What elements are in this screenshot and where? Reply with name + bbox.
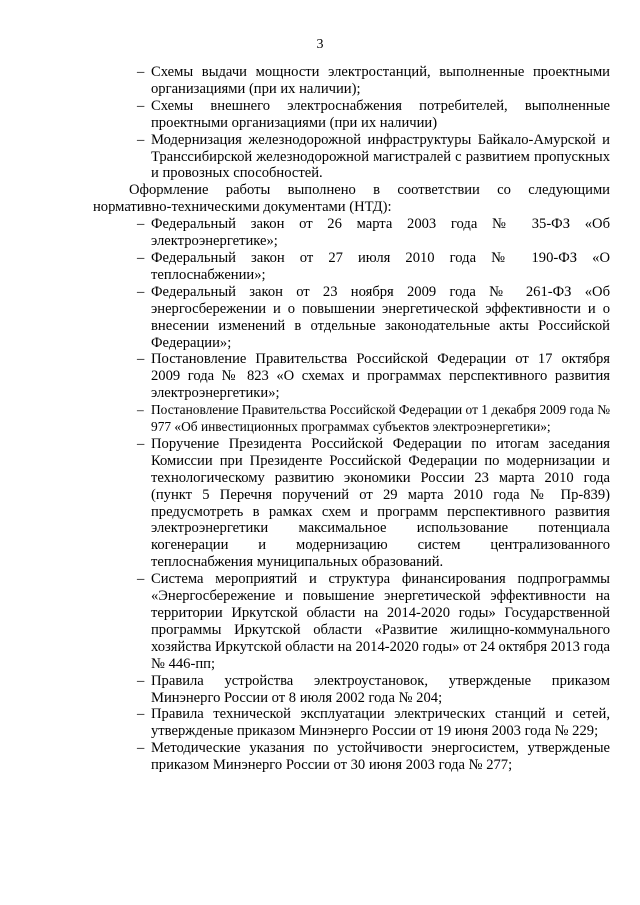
list-item [93,216,610,250]
bullet-dash: – [137,283,145,300]
list-item [93,740,610,774]
bullet-dash: – [137,706,145,723]
source-list [93,64,610,182]
bullet-dash: – [137,672,145,689]
list-item-text: Поручение Президента Российской Федерации по итогам заседания Комиссии при Президенте Российской Федерации по модернизации и технологическому развитию экономики России 23 марта 2010 года (пункт 5 Перечня поручений от 29 марта 2010 года № Пр-839) предусмотреть в рамках схем и программ перспективного развития электроэнергетики максимальное использование потенциала когенерации и модернизацию систем централизованного теплоснабжения муниципальных образований. [151,435,610,571]
intro-paragraph: Оформление работы выполнено в соответствии со следующими нормативно-техническими документами (НТД): [93,182,610,216]
bullet-dash: – [137,740,145,757]
bullet-dash: – [137,351,145,368]
list-item-text: Постановление Правительства Российской Федерации от 17 октября 2009 года № 823 «О схемах и программах перспективного развития электроэнергетики»; [151,351,610,402]
list-item [93,284,610,352]
list-item-text: Постановление Правительства Российской Федерации от 1 декабря 2009 года № 977 «Об инвестиционных программах субъектов электроэнергетики»; [151,402,610,435]
list-item [93,706,610,740]
bullet-dash: – [137,131,145,148]
list-item-text: Модернизация железнодорожной инфраструктуры Байкало-Амурской и Транссибирской железнодорожной магистралей с развитием пропускных и провозных способностей. [151,131,610,182]
list-item [93,673,610,707]
bullet-dash: – [137,97,145,114]
list-item-text: Система мероприятий и структура финансирования подпрограммы «Энергосбережение и повышение энергетической эффективности на территории Иркутской области на 2014-2020 годы» Государственной программы Иркутской области «Развитие жилищно-коммунального хозяйства Иркутской области на 2014-2020 годы» от 24 октября 2013 года № 446-пп; [151,571,610,672]
list-item [93,351,610,402]
list-item-text: Схемы внешнего электроснабжения потребителей, выполненные проектными организациями (при их наличии) [151,97,610,131]
bullet-dash: – [137,571,145,588]
bullet-dash: – [137,216,145,233]
list-item-text: Правила устройства электроустановок, утвержденые приказом Минэнерго России от 8 июля 2002 года № 204; [151,672,610,706]
list-item-text: Федеральный закон от 23 ноября 2009 года № 261-ФЗ «Об энергосбережении и о повышении энергетической эффективности и о внесении изменений в отдельные законодательные акты Российской Федерации»; [151,283,610,351]
list-item [93,132,610,183]
list-item-text: Схемы выдачи мощности электростанций, выполненные проектными организациями (при их наличии); [151,64,610,97]
list-item-text: Правила технической эксплуатации электрических станций и сетей, утвержденые приказом Минэнерго России от 19 июня 2003 года № 229; [151,706,610,740]
list-item [93,571,610,672]
ntd-list [93,216,610,774]
list-item-text: Федеральный закон от 26 марта 2003 года № 35-ФЗ «Об электроэнергетике»; [151,216,610,250]
bullet-dash: – [137,64,145,80]
list-item-text: Федеральный закон от 27 июля 2010 года № 190-ФЗ «О теплоснабжении»; [151,249,610,283]
bullet-dash: – [137,435,145,452]
list-item-text: Методические указания по устойчивости энергосистем, утвержденые приказом Минэнерго России от 30 июня 2003 года № 277; [151,740,610,774]
document-body [93,64,610,774]
page-number: 3 [316,37,324,52]
list-item [93,436,610,571]
list-item [93,250,610,284]
list-item [93,402,610,436]
bullet-dash: – [137,249,145,266]
list-item [93,98,610,132]
list-item [93,64,610,98]
bullet-dash: – [137,402,144,418]
